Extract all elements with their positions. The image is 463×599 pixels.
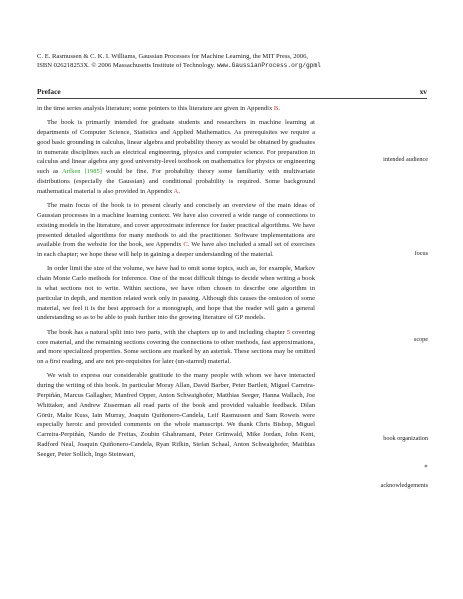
header-line-1: C. E. Rasmussen & C. K. I. Williams, Gaussian Processes for Machine Learning, the MIT Press, 2006, <box>37 53 309 60</box>
header-line-2 <box>37 61 437 70</box>
arfken-citation-link[interactable]: Arfken [1985] <box>61 168 102 176</box>
chapter-5-link[interactable]: 5 <box>286 328 291 336</box>
copyright-header <box>37 52 437 70</box>
page-number: xv <box>419 87 427 96</box>
paragraph-focus: The main focus of the book is to present clearly and concisely an overview of the main ideas of Gaussian processes in a machine learning context. We have also covered a wide range of connections to existing models in the literature, and cover approximate inference for faster practical algorithms. We have presented detailed algorithms for many methods to aid the practitioner. Software implementations are available from the website for the book, see Appendix C. We have also included a small set of exercises in each chapter; we hope these will help in gaining a deeper understanding of the material. <box>37 202 315 259</box>
running-head <box>37 87 427 96</box>
note-focus: focus <box>414 250 428 257</box>
note-book-organization: book organization <box>383 435 428 442</box>
note-scope: scope <box>413 336 428 343</box>
header-rule <box>37 98 427 99</box>
section-title: Preface <box>37 87 61 96</box>
paragraph-intended-audience: The book is primarily intended for graduate students and researchers in machine learning at departments of Computer Science, Statistics and Applied Mathematics. As prerequisites we require a good basic grounding in calculus, linear algebra and probability theory as would be obtained by graduates in numerate disciplines such as electrical engineering, physics and computer science. For preparation in calculus and linear algebra any good university-level textbook on mathematics for physics or engineering such as Arfken [1985] would be fine. For probability theory some familiarity with multivariate distributions (especially the Gaussian) and conditional probability is required. Some background mathematical material is also provided in Appendix A. <box>37 119 315 195</box>
appendix-a-link[interactable]: A <box>173 187 179 195</box>
note-intended-audience: intended audience <box>383 156 428 163</box>
note-asterisk: ∗ <box>423 463 428 470</box>
main-text <box>37 104 315 464</box>
paragraph-book-organization: The book has a natural split into two parts, with the chapters up to and including chapter 5 covering core material, and the remaining sections covering the connections to other methods, fast approximations, and more specialized properties. Some sections are marked by an asterisk. These sections may be omitted on a first reading, and are not pre-requisites for later (un-starred) material. <box>37 328 315 366</box>
appendix-b-link[interactable]: B <box>273 105 279 112</box>
appendix-c-link[interactable]: C <box>183 241 188 249</box>
paragraph-continuation: in the time series analysis literature; some pointers to this literature are given in Appendix B. <box>37 105 280 112</box>
header-copyright: ISBN 026218253X. © 2006 Massachusetts Institute of Technology. <box>37 62 216 69</box>
header-url[interactable]: www.GaussianProcess.org/gpml <box>216 62 321 69</box>
paragraph-acknowledgements: We wish to express our considerable gratitude to the many people with whom we have interacted during the writing of this book. In particular Moray Allan, David Barber, Peter Bartlett, Miguel Carreira-Perpiñán, Marcus Gallagher, Manfred Opper, Anton Schwaighofer, Matthias Seeger, Hanna Wallach, Joe Whittaker, and Andrew Zisserman all read parts of the book and provided valuable feedback. Dilan Görür, Malte Kuss, Iain Murray, Joaquin Quiñonero-Candela, Leif Rasmussen and Sam Roweis were especially heroic and provided comments on the whole manuscript. We thank Chris Bishop, Miguel Carreira-Perpiñán, Nando de Freitas, Zoubin Ghahramani, Peter Grünwald, Mike Jordan, John Kent, Radford Neal, Joaquin Quiñonero-Candela, Ryan Rifkin, Stefan Schaal, Anton Schwaighofer, Matthias Seeger, Peter Sollich, Ingo Steinwart, <box>37 372 315 458</box>
paragraph-scope: In order limit the size of the volume, we have had to omit some topics, such as, for example, Markov chain Monte Carlo methods for inference. One of the most difficult things to decide when writing a book is what sections not to write. Within sections, we have often chosen to describe one algorithm in particular in depth, and mention related work only in passing. Although this causes the omission of some material, we feel it is the best approach for a monograph, and hope that the reader will gain a general understanding so as to be able to push further into the growing literature of GP models. <box>37 265 315 322</box>
note-acknowledgements: acknowledgements <box>380 482 428 489</box>
